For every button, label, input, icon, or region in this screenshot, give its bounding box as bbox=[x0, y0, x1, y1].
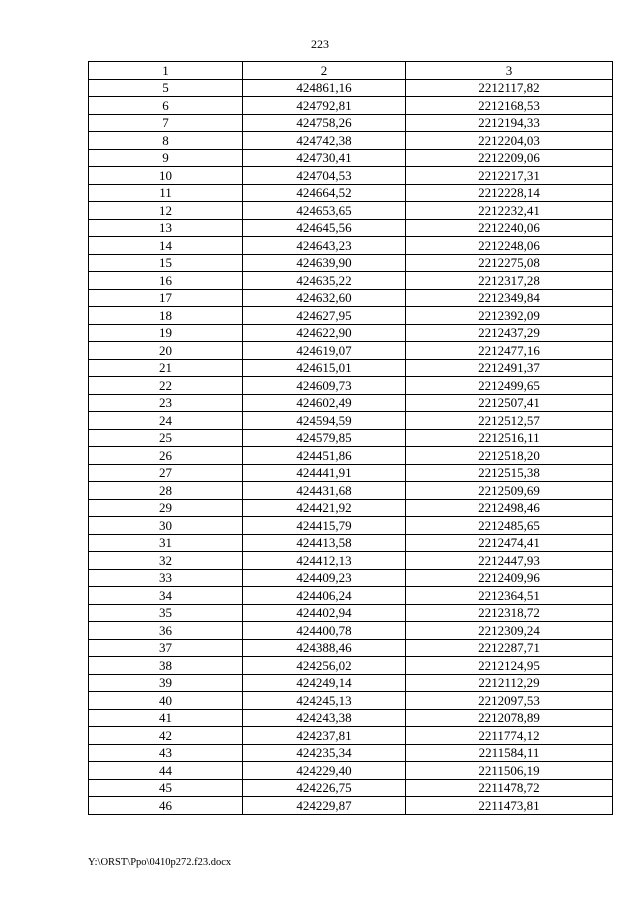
table-row bbox=[89, 324, 613, 342]
y-coordinate-cell: 2212287,71 bbox=[406, 639, 613, 657]
x-coordinate-cell: 424730,41 bbox=[243, 149, 406, 167]
table-row bbox=[89, 744, 613, 762]
point-number-cell: 32 bbox=[89, 552, 243, 570]
table-row bbox=[89, 254, 613, 272]
coordinates-table bbox=[88, 61, 613, 815]
x-coordinate-cell: 424412,13 bbox=[243, 552, 406, 570]
point-number-cell: 33 bbox=[89, 569, 243, 587]
point-number-cell: 35 bbox=[89, 604, 243, 622]
x-coordinate-cell: 424388,46 bbox=[243, 639, 406, 657]
table-row bbox=[89, 482, 613, 500]
x-coordinate-cell: 424653,65 bbox=[243, 202, 406, 220]
y-coordinate-cell: 2212518,20 bbox=[406, 447, 613, 465]
x-coordinate-cell: 424245,13 bbox=[243, 692, 406, 710]
point-number-cell: 36 bbox=[89, 622, 243, 640]
table-row bbox=[89, 552, 613, 570]
footer-file-path: Y:\ORST\Ppo\0410p272.f23.docx bbox=[88, 857, 232, 868]
table-row bbox=[89, 447, 613, 465]
point-number-cell: 28 bbox=[89, 482, 243, 500]
x-coordinate-cell: 424627,95 bbox=[243, 307, 406, 325]
x-coordinate-cell: 424243,38 bbox=[243, 709, 406, 727]
table-row bbox=[89, 604, 613, 622]
point-number-cell: 16 bbox=[89, 272, 243, 290]
table-row bbox=[89, 464, 613, 482]
x-coordinate-cell: 424402,94 bbox=[243, 604, 406, 622]
x-coordinate-cell: 424602,49 bbox=[243, 394, 406, 412]
table-row bbox=[89, 517, 613, 535]
y-coordinate-cell: 2212515,38 bbox=[406, 464, 613, 482]
y-coordinate-cell: 2212248,06 bbox=[406, 237, 613, 255]
table-row bbox=[89, 377, 613, 395]
x-coordinate-cell: 424415,79 bbox=[243, 517, 406, 535]
y-coordinate-cell: 2212204,03 bbox=[406, 132, 613, 150]
x-coordinate-cell: 424635,22 bbox=[243, 272, 406, 290]
y-coordinate-cell: 2212309,24 bbox=[406, 622, 613, 640]
y-coordinate-cell: 2212437,29 bbox=[406, 324, 613, 342]
column-header-2: 2 bbox=[243, 62, 406, 80]
x-coordinate-cell: 424579,85 bbox=[243, 429, 406, 447]
x-coordinate-cell: 424664,52 bbox=[243, 184, 406, 202]
column-header-3: 3 bbox=[406, 62, 613, 80]
x-coordinate-cell: 424249,14 bbox=[243, 674, 406, 692]
table-row bbox=[89, 727, 613, 745]
x-coordinate-cell: 424622,90 bbox=[243, 324, 406, 342]
y-coordinate-cell: 2212507,41 bbox=[406, 394, 613, 412]
table-row bbox=[89, 674, 613, 692]
x-coordinate-cell: 424619,07 bbox=[243, 342, 406, 360]
x-coordinate-cell: 424431,68 bbox=[243, 482, 406, 500]
point-number-cell: 18 bbox=[89, 307, 243, 325]
y-coordinate-cell: 2212078,89 bbox=[406, 709, 613, 727]
x-coordinate-cell: 424594,59 bbox=[243, 412, 406, 430]
y-coordinate-cell: 2212477,16 bbox=[406, 342, 613, 360]
point-number-cell: 44 bbox=[89, 762, 243, 780]
table-row bbox=[89, 272, 613, 290]
y-coordinate-cell: 2212240,06 bbox=[406, 219, 613, 237]
x-coordinate-cell: 424632,60 bbox=[243, 289, 406, 307]
x-coordinate-cell: 424615,01 bbox=[243, 359, 406, 377]
table-row bbox=[89, 289, 613, 307]
table-row bbox=[89, 692, 613, 710]
coordinates-table-body bbox=[89, 62, 613, 815]
x-coordinate-cell: 424421,92 bbox=[243, 499, 406, 517]
x-coordinate-cell: 424742,38 bbox=[243, 132, 406, 150]
point-number-cell: 31 bbox=[89, 534, 243, 552]
y-coordinate-cell: 2212112,29 bbox=[406, 674, 613, 692]
point-number-cell: 38 bbox=[89, 657, 243, 675]
page-number: 223 bbox=[311, 37, 329, 51]
table-row bbox=[89, 569, 613, 587]
x-coordinate-cell: 424406,24 bbox=[243, 587, 406, 605]
point-number-cell: 42 bbox=[89, 727, 243, 745]
table-row bbox=[89, 639, 613, 657]
x-coordinate-cell: 424226,75 bbox=[243, 779, 406, 797]
y-coordinate-cell: 2212217,31 bbox=[406, 167, 613, 185]
point-number-cell: 34 bbox=[89, 587, 243, 605]
x-coordinate-cell: 424229,40 bbox=[243, 762, 406, 780]
y-coordinate-cell: 2212392,09 bbox=[406, 307, 613, 325]
point-number-cell: 43 bbox=[89, 744, 243, 762]
y-coordinate-cell: 2212232,41 bbox=[406, 202, 613, 220]
x-coordinate-cell: 424704,53 bbox=[243, 167, 406, 185]
table-row bbox=[89, 394, 613, 412]
y-coordinate-cell: 2212491,37 bbox=[406, 359, 613, 377]
point-number-cell: 22 bbox=[89, 377, 243, 395]
y-coordinate-cell: 2212117,82 bbox=[406, 79, 613, 97]
y-coordinate-cell: 2212516,11 bbox=[406, 429, 613, 447]
point-number-cell: 15 bbox=[89, 254, 243, 272]
table-row bbox=[89, 114, 613, 132]
y-coordinate-cell: 2212228,14 bbox=[406, 184, 613, 202]
table-row bbox=[89, 167, 613, 185]
point-number-cell: 39 bbox=[89, 674, 243, 692]
y-coordinate-cell: 2212124,95 bbox=[406, 657, 613, 675]
column-header-1: 1 bbox=[89, 62, 243, 80]
table-row bbox=[89, 622, 613, 640]
point-number-cell: 5 bbox=[89, 79, 243, 97]
y-coordinate-cell: 2212512,57 bbox=[406, 412, 613, 430]
x-coordinate-cell: 424861,16 bbox=[243, 79, 406, 97]
y-coordinate-cell: 2212194,33 bbox=[406, 114, 613, 132]
y-coordinate-cell: 2212485,65 bbox=[406, 517, 613, 535]
table-row bbox=[89, 184, 613, 202]
y-coordinate-cell: 2212318,72 bbox=[406, 604, 613, 622]
table-row bbox=[89, 534, 613, 552]
point-number-cell: 45 bbox=[89, 779, 243, 797]
x-coordinate-cell: 424235,34 bbox=[243, 744, 406, 762]
point-number-cell: 26 bbox=[89, 447, 243, 465]
point-number-cell: 14 bbox=[89, 237, 243, 255]
x-coordinate-cell: 424441,91 bbox=[243, 464, 406, 482]
y-coordinate-cell: 2211473,81 bbox=[406, 797, 613, 815]
point-number-cell: 17 bbox=[89, 289, 243, 307]
point-number-cell: 19 bbox=[89, 324, 243, 342]
y-coordinate-cell: 2212509,69 bbox=[406, 482, 613, 500]
table-row bbox=[89, 657, 613, 675]
y-coordinate-cell: 2212409,96 bbox=[406, 569, 613, 587]
table-row bbox=[89, 97, 613, 115]
point-number-cell: 40 bbox=[89, 692, 243, 710]
table-row bbox=[89, 342, 613, 360]
table-row bbox=[89, 779, 613, 797]
point-number-cell: 27 bbox=[89, 464, 243, 482]
point-number-cell: 25 bbox=[89, 429, 243, 447]
table-row bbox=[89, 202, 613, 220]
table-row bbox=[89, 797, 613, 815]
x-coordinate-cell: 424413,58 bbox=[243, 534, 406, 552]
point-number-cell: 41 bbox=[89, 709, 243, 727]
point-number-cell: 37 bbox=[89, 639, 243, 657]
point-number-cell: 23 bbox=[89, 394, 243, 412]
point-number-cell: 11 bbox=[89, 184, 243, 202]
y-coordinate-cell: 2212317,28 bbox=[406, 272, 613, 290]
y-coordinate-cell: 2211478,72 bbox=[406, 779, 613, 797]
y-coordinate-cell: 2211506,19 bbox=[406, 762, 613, 780]
point-number-cell: 7 bbox=[89, 114, 243, 132]
point-number-cell: 46 bbox=[89, 797, 243, 815]
x-coordinate-cell: 424229,87 bbox=[243, 797, 406, 815]
point-number-cell: 12 bbox=[89, 202, 243, 220]
x-coordinate-cell: 424400,78 bbox=[243, 622, 406, 640]
table-row bbox=[89, 149, 613, 167]
y-coordinate-cell: 2212209,06 bbox=[406, 149, 613, 167]
y-coordinate-cell: 2212499,65 bbox=[406, 377, 613, 395]
y-coordinate-cell: 2211584,11 bbox=[406, 744, 613, 762]
table-row bbox=[89, 359, 613, 377]
point-number-cell: 21 bbox=[89, 359, 243, 377]
point-number-cell: 9 bbox=[89, 149, 243, 167]
table-row bbox=[89, 762, 613, 780]
table-row bbox=[89, 709, 613, 727]
table-row bbox=[89, 219, 613, 237]
table-row bbox=[89, 132, 613, 150]
point-number-cell: 6 bbox=[89, 97, 243, 115]
y-coordinate-cell: 2212275,08 bbox=[406, 254, 613, 272]
x-coordinate-cell: 424645,56 bbox=[243, 219, 406, 237]
point-number-cell: 10 bbox=[89, 167, 243, 185]
x-coordinate-cell: 424237,81 bbox=[243, 727, 406, 745]
x-coordinate-cell: 424643,23 bbox=[243, 237, 406, 255]
y-coordinate-cell: 2211774,12 bbox=[406, 727, 613, 745]
table-header-row bbox=[89, 62, 613, 80]
point-number-cell: 30 bbox=[89, 517, 243, 535]
point-number-cell: 29 bbox=[89, 499, 243, 517]
point-number-cell: 13 bbox=[89, 219, 243, 237]
table-row bbox=[89, 412, 613, 430]
x-coordinate-cell: 424256,02 bbox=[243, 657, 406, 675]
x-coordinate-cell: 424409,23 bbox=[243, 569, 406, 587]
x-coordinate-cell: 424639,90 bbox=[243, 254, 406, 272]
table-row bbox=[89, 587, 613, 605]
y-coordinate-cell: 2212474,41 bbox=[406, 534, 613, 552]
table-row bbox=[89, 79, 613, 97]
table-row bbox=[89, 429, 613, 447]
x-coordinate-cell: 424758,26 bbox=[243, 114, 406, 132]
table-row bbox=[89, 307, 613, 325]
y-coordinate-cell: 2212349,84 bbox=[406, 289, 613, 307]
point-number-cell: 20 bbox=[89, 342, 243, 360]
point-number-cell: 8 bbox=[89, 132, 243, 150]
table-row bbox=[89, 237, 613, 255]
point-number-cell: 24 bbox=[89, 412, 243, 430]
x-coordinate-cell: 424792,81 bbox=[243, 97, 406, 115]
y-coordinate-cell: 2212498,46 bbox=[406, 499, 613, 517]
y-coordinate-cell: 2212097,53 bbox=[406, 692, 613, 710]
x-coordinate-cell: 424609,73 bbox=[243, 377, 406, 395]
x-coordinate-cell: 424451,86 bbox=[243, 447, 406, 465]
y-coordinate-cell: 2212447,93 bbox=[406, 552, 613, 570]
y-coordinate-cell: 2212364,51 bbox=[406, 587, 613, 605]
table-row bbox=[89, 499, 613, 517]
y-coordinate-cell: 2212168,53 bbox=[406, 97, 613, 115]
